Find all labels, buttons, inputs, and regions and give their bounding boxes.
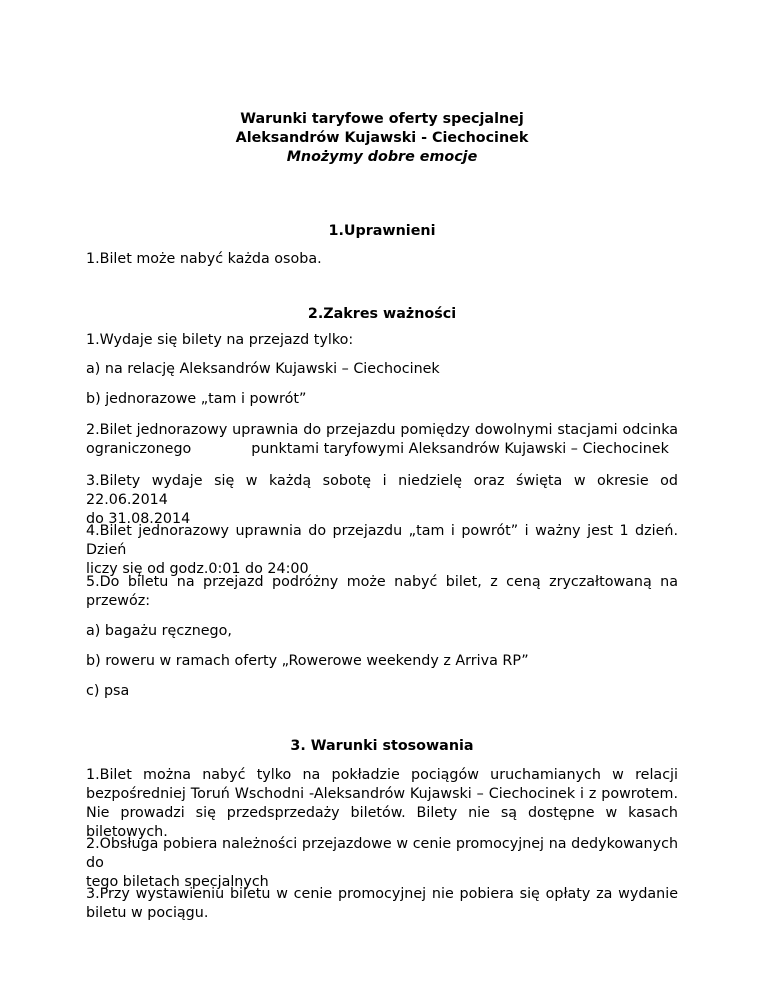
paragraph-1-1: 1.Bilet może nabyć każda osoba.	[86, 251, 322, 267]
document-title-block	[86, 110, 678, 167]
paragraph-3-1-line3: Nie prowadzi się przedsprzedaży biletów. Bilety nie są dostępne w kasach biletowych.	[86, 805, 678, 840]
paragraph-2-5-line2: przewóz:	[86, 593, 151, 609]
paragraph-2-1: 1.Wydaje się bilety na przejazd tylko:	[86, 332, 354, 348]
paragraph-2-4	[86, 522, 678, 579]
paragraph-2-5-line1: 5.Do biletu na przejazd podróżny może nabyć bilet, z ceną zryczałtowaną na	[86, 574, 678, 590]
paragraph-2-1b: b) jednorazowe „tam i powrót”	[86, 391, 307, 407]
paragraph-3-1-line2: bezpośredniej Toruń Wschodni -Aleksandrów Kujawski – Ciechocinek i z powrotem.	[86, 786, 678, 802]
paragraph-3-1-line1: 1.Bilet można nabyć tylko na pokładzie pociągów uruchamianych w relacji	[86, 767, 678, 783]
paragraph-2-4-line2: liczy się od godz.0:01 do 24:00	[86, 561, 309, 577]
paragraph-3-3-line2: biletu w pociągu.	[86, 905, 209, 921]
document-title-line1: Warunki taryfowe oferty specjalnej	[240, 111, 524, 127]
paragraph-3-1	[86, 766, 678, 842]
paragraph-3-3-line1: 3.Przy wystawieniu biletu w cenie promocyjnej nie pobiera się opłaty za wydanie	[86, 886, 678, 902]
paragraph-2-5	[86, 573, 678, 611]
paragraph-2-3-line1: 3.Bilety wydaje się w każdą sobotę i niedzielę oraz święta w okresie od 22.06.2014	[86, 473, 678, 508]
paragraph-3-2-line1: 2.Obsługa pobiera należności przejazdowe w cenie promocyjnej na dedykowanych do	[86, 836, 678, 871]
paragraph-2-5a: a) bagażu ręcznego,	[86, 623, 232, 639]
paragraph-2-2-line2	[86, 440, 678, 459]
paragraph-2-2-word: ograniczonego	[86, 441, 192, 457]
paragraph-3-3	[86, 885, 678, 923]
paragraph-2-5c: c) psa	[86, 683, 130, 699]
document-title-line2: Aleksandrów Kujawski - Ciechocinek	[235, 130, 529, 146]
paragraph-3-2	[86, 835, 678, 892]
section-heading-zakres: 2.Zakres ważności	[307, 306, 457, 322]
document-slogan: Mnożymy dobre emocje	[286, 149, 478, 165]
section-heading-warunki: 3. Warunki stosowania	[290, 738, 474, 754]
paragraph-2-3	[86, 472, 678, 529]
paragraph-2-2-rest: punktami taryfowymi Aleksandrów Kujawski – Ciechocinek	[251, 441, 669, 457]
paragraph-2-3-line2: do 31.08.2014	[86, 511, 191, 527]
paragraph-2-4-line1: 4.Bilet jednorazowy uprawnia do przejazdu „tam i powrót” i ważny jest 1 dzień. Dzień	[86, 523, 678, 558]
paragraph-2-1a: a) na relację Aleksandrów Kujawski – Ciechocinek	[86, 361, 440, 377]
paragraph-2-5b: b) roweru w ramach oferty „Rowerowe weekendy z Arriva RP”	[86, 653, 529, 669]
paragraph-3-2-line2: tego biletach specjalnych	[86, 874, 269, 890]
section-heading-uprawnieni: 1.Uprawnieni	[328, 223, 436, 239]
paragraph-2-2	[86, 421, 678, 459]
paragraph-2-2-line1: 2.Bilet jednorazowy uprawnia do przejazdu pomiędzy dowolnymi stacjami odcinka	[86, 422, 678, 438]
